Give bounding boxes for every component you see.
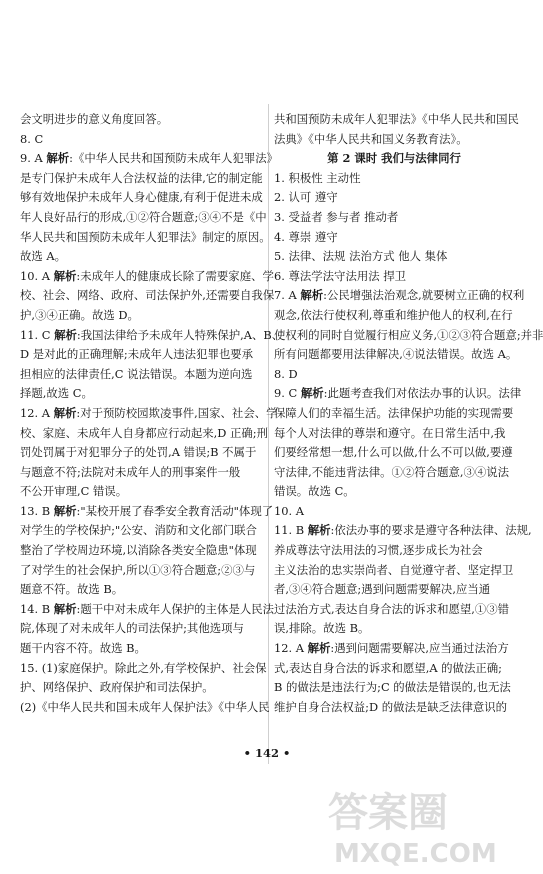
line-text: 与题意不符;法院对未成年人的刑事案件一般 [20, 464, 241, 479]
line-text: 护、网络保护、政府保护和司法保护。 [20, 680, 214, 695]
line-text-rest: :"某校开展了春季安全教育活动"体现了 [76, 503, 274, 518]
right-column-line [274, 659, 514, 679]
right-column-line [274, 482, 514, 502]
left-column-line [20, 521, 266, 541]
analysis-label: 解析 [54, 327, 77, 342]
left-column-line [20, 502, 274, 522]
left-column-line [20, 541, 266, 561]
left-column-line [20, 698, 270, 718]
analysis-label: 解析 [53, 503, 77, 518]
line-text: 6. 尊法学法守法用法 捍卫 [274, 268, 407, 283]
right-column-line [274, 130, 514, 150]
line-text: 养成尊法守法用法的习惯,逐步成长为社会 [274, 543, 483, 558]
line-text: 11. B [274, 523, 308, 538]
left-column-line [20, 482, 266, 502]
left-column-line [20, 326, 284, 346]
analysis-label: 解析 [53, 405, 77, 420]
line-text: 守法律,不能违背法律。①②符合题意,③④说法 [274, 464, 510, 479]
line-text-rest: :公民增强法治观念,就要树立正确的权利 [323, 288, 525, 303]
line-text: 护,③④正确。故选 D。 [20, 307, 139, 322]
line-text-rest: :未成年人的健康成长除了需要家庭、学 [76, 268, 274, 283]
left-column-line [20, 600, 275, 620]
right-column-line [274, 267, 514, 287]
left-column-line [20, 149, 279, 169]
line-text: 够有效地保护未成年人身心健康,有利于促进未成 [20, 190, 263, 205]
line-text: 校、家庭、未成年人自身都应行动起来,D 正确;刑 [20, 425, 269, 440]
left-column-line [20, 247, 266, 267]
line-text-rest: :此题考查我们对依法办事的认识。法律 [323, 386, 522, 401]
line-text: 误,排除。故选 B。 [274, 621, 370, 636]
left-column-line [20, 424, 269, 444]
left-column-line [20, 345, 266, 365]
line-text: 担相应的法律责任,C 说法错误。本题为逆向选 [20, 366, 253, 381]
right-column-line [274, 345, 518, 365]
line-text: 2. 认可 遵守 [274, 190, 338, 205]
line-text-rest: :遇到问题需要解决,应当通过法治方 [330, 641, 509, 656]
analysis-label: 解析 [307, 523, 331, 538]
line-text: 年人良好品行的形成,①②符合题意;③④不是《中 [20, 209, 267, 224]
left-column [20, 110, 284, 717]
watermark-line2: MXQE.COM [334, 839, 497, 869]
line-text: 10. A [274, 503, 304, 518]
line-text: 维护自身合法权益;D 的做法是缺乏法律意识的 [274, 699, 508, 714]
line-text: 会文明进步的意义角度回答。 [20, 112, 169, 126]
line-text: 每个人对法律的尊崇和遵守。在日常生活中,我 [274, 425, 506, 440]
right-column-line [274, 541, 514, 561]
watermark-logo [320, 778, 520, 868]
right-column-line [274, 521, 532, 541]
watermark-line1: 答案圈 [328, 790, 448, 836]
right-column-line [274, 365, 514, 385]
line-text: 保障人们的幸福生活。法律保护功能的实现需要 [274, 405, 514, 420]
left-column-line [20, 659, 266, 679]
right-column-line [274, 561, 514, 581]
line-text: 题意不符。故选 B。 [20, 582, 124, 597]
line-text: 观念,依法行使权利,尊重和维护他人的权利,在行 [274, 307, 513, 322]
right-column-line [274, 443, 514, 463]
left-column-line [20, 619, 266, 639]
right-column-line [274, 149, 514, 169]
left-column-line [20, 169, 266, 189]
right-column-line [274, 619, 514, 639]
line-text: 5. 法律、法规 法治方式 他人 集体 [274, 249, 448, 264]
analysis-label: 解析 [307, 641, 331, 656]
line-text: 对学生的学校保护;"公安、消防和文化部门联合 [20, 523, 257, 538]
line-text-rest: :我国法律给予未成年人特殊保护,A、B、 [76, 327, 284, 342]
right-column-line [274, 404, 514, 424]
page-number: • 142 • [243, 746, 291, 760]
right-column-line [274, 169, 514, 189]
right-column-line [274, 384, 522, 404]
analysis-label: 解析 [300, 386, 324, 401]
left-column-line [20, 404, 278, 424]
line-text: 择题,故选 C。 [20, 386, 93, 401]
left-column-line [20, 639, 266, 659]
line-text: 7. A [274, 288, 301, 303]
right-column-line [274, 110, 519, 130]
left-column-line [20, 188, 266, 208]
left-column-line [20, 678, 266, 698]
left-column-line [20, 110, 266, 130]
line-text: (2)《中华人民共和国未成年人保护法》《中华人民 [20, 699, 270, 714]
line-text: 主义法治的忠实崇尚者、自觉遵守者、坚定捍卫 [274, 562, 514, 577]
line-text: 8. D [274, 366, 298, 381]
line-text: 故选 A。 [20, 249, 67, 264]
line-text: 8. C [20, 131, 44, 146]
left-column-line [20, 267, 274, 287]
left-column-line [20, 306, 266, 326]
right-column-line [274, 188, 514, 208]
line-text: 所有问题都要用法律解决,④说法错误。故选 A。 [274, 347, 518, 362]
left-column-line [20, 561, 266, 581]
line-text: 者,③④符合题意;遇到问题需要解决,应当通 [274, 582, 491, 597]
left-column-line [20, 443, 266, 463]
line-text: 9. C [274, 386, 301, 401]
right-column-line [274, 286, 525, 306]
right-column-line [274, 580, 514, 600]
line-text: 是专门保护未成年人合法权益的法律,它的制定能 [20, 170, 263, 185]
left-column-line [20, 365, 266, 385]
analysis-label: 解析 [53, 268, 77, 283]
line-text: 院,体现了对未成年人的司法保护;其他选项与 [20, 621, 244, 636]
right-column-line [274, 502, 514, 522]
column-divider [268, 104, 269, 764]
line-text: 9. A [20, 151, 47, 166]
right-column-line [274, 698, 514, 718]
right-column-line [274, 247, 514, 267]
line-text-rest: :题干中对未成年人保护的主体是人民法 [76, 601, 275, 616]
left-column-line [20, 130, 266, 150]
line-text: 了对学生的社会保护,所以①③符合题意;②③与 [20, 562, 256, 577]
left-column-line [20, 286, 275, 306]
line-text: 们要经常想一想,什么可以做,什么不可以做,要遵 [274, 445, 513, 460]
line-text: 整治了学校周边环境,以消除各类安全隐患"体现 [20, 543, 257, 558]
right-column-line [274, 639, 514, 659]
line-text: 不公开审理,C 错误。 [20, 484, 128, 499]
left-column-line [20, 208, 266, 228]
left-column-line [20, 228, 271, 248]
right-column-line [274, 678, 514, 698]
line-text: 使权利的同时自觉履行相应义务,①②③符合题意;并非 [274, 327, 543, 342]
line-text: 10. A [20, 268, 54, 283]
line-text: 11. C [20, 327, 55, 342]
line-text: 12. A [20, 405, 54, 420]
line-text: 4. 尊崇 遵守 [274, 229, 338, 244]
left-column-line [20, 580, 266, 600]
line-text: 共和国预防未成年人犯罪法》《中华人民共和国民 [274, 112, 519, 126]
line-text: 法典》《中华人民共和国义务教育法》。 [274, 131, 468, 146]
line-text: 华人民共和国预防未成年人犯罪法》制定的原因。 [20, 229, 271, 244]
line-text: 第 2 课时 我们与法律同行 [327, 151, 461, 166]
line-text: 罚处罚属于对犯罪分子的处罚,A 错误;B 不属于 [20, 445, 257, 460]
analysis-label: 解析 [46, 151, 70, 166]
left-column-line [20, 384, 266, 404]
right-column-line [274, 326, 543, 346]
analysis-label: 解析 [53, 601, 77, 616]
line-text: 1. 积极性 主动性 [274, 170, 361, 185]
right-column-line [274, 600, 514, 620]
line-text: 14. B [20, 601, 54, 616]
line-text: 错误。故选 C。 [274, 484, 355, 499]
line-text: 校、社会、网络、政府、司法保护外,还需要自我保 [20, 288, 275, 303]
line-text: 题干内容不符。故选 B。 [20, 641, 146, 656]
line-text-rest: :对于预防校园欺凌事件,国家、社会、学 [76, 405, 278, 420]
line-text: 15. (1)家庭保护。除此之外,有学校保护、社会保 [20, 660, 267, 675]
right-column-line [274, 228, 514, 248]
line-text: 12. A [274, 641, 308, 656]
analysis-label: 解析 [300, 288, 324, 303]
line-text: B 的做法是违法行为;C 的做法是错误的,也无法 [274, 680, 511, 695]
right-column-line [274, 208, 514, 228]
left-column-line [20, 463, 266, 483]
right-column-line [274, 463, 514, 483]
right-column [274, 110, 543, 717]
line-text: D 是对此的正确理解;未成年人违法犯罪也要承 [20, 347, 254, 362]
right-column-line [274, 424, 514, 444]
line-text-rest: :《中华人民共和国预防未成年人犯罪法》 [69, 151, 279, 166]
line-text: 式,表达自身合法的诉求和愿望,A 的做法正确; [274, 660, 502, 675]
right-column-line [274, 306, 514, 326]
line-text: 13. B [20, 503, 54, 518]
line-text-rest: :依法办事的要求是遵守各种法律、法规, [330, 523, 532, 538]
line-text: 3. 受益者 参与者 推动者 [274, 209, 399, 224]
line-text: 过法治方式,表达自身合法的诉求和愿望,①③错 [274, 601, 510, 616]
